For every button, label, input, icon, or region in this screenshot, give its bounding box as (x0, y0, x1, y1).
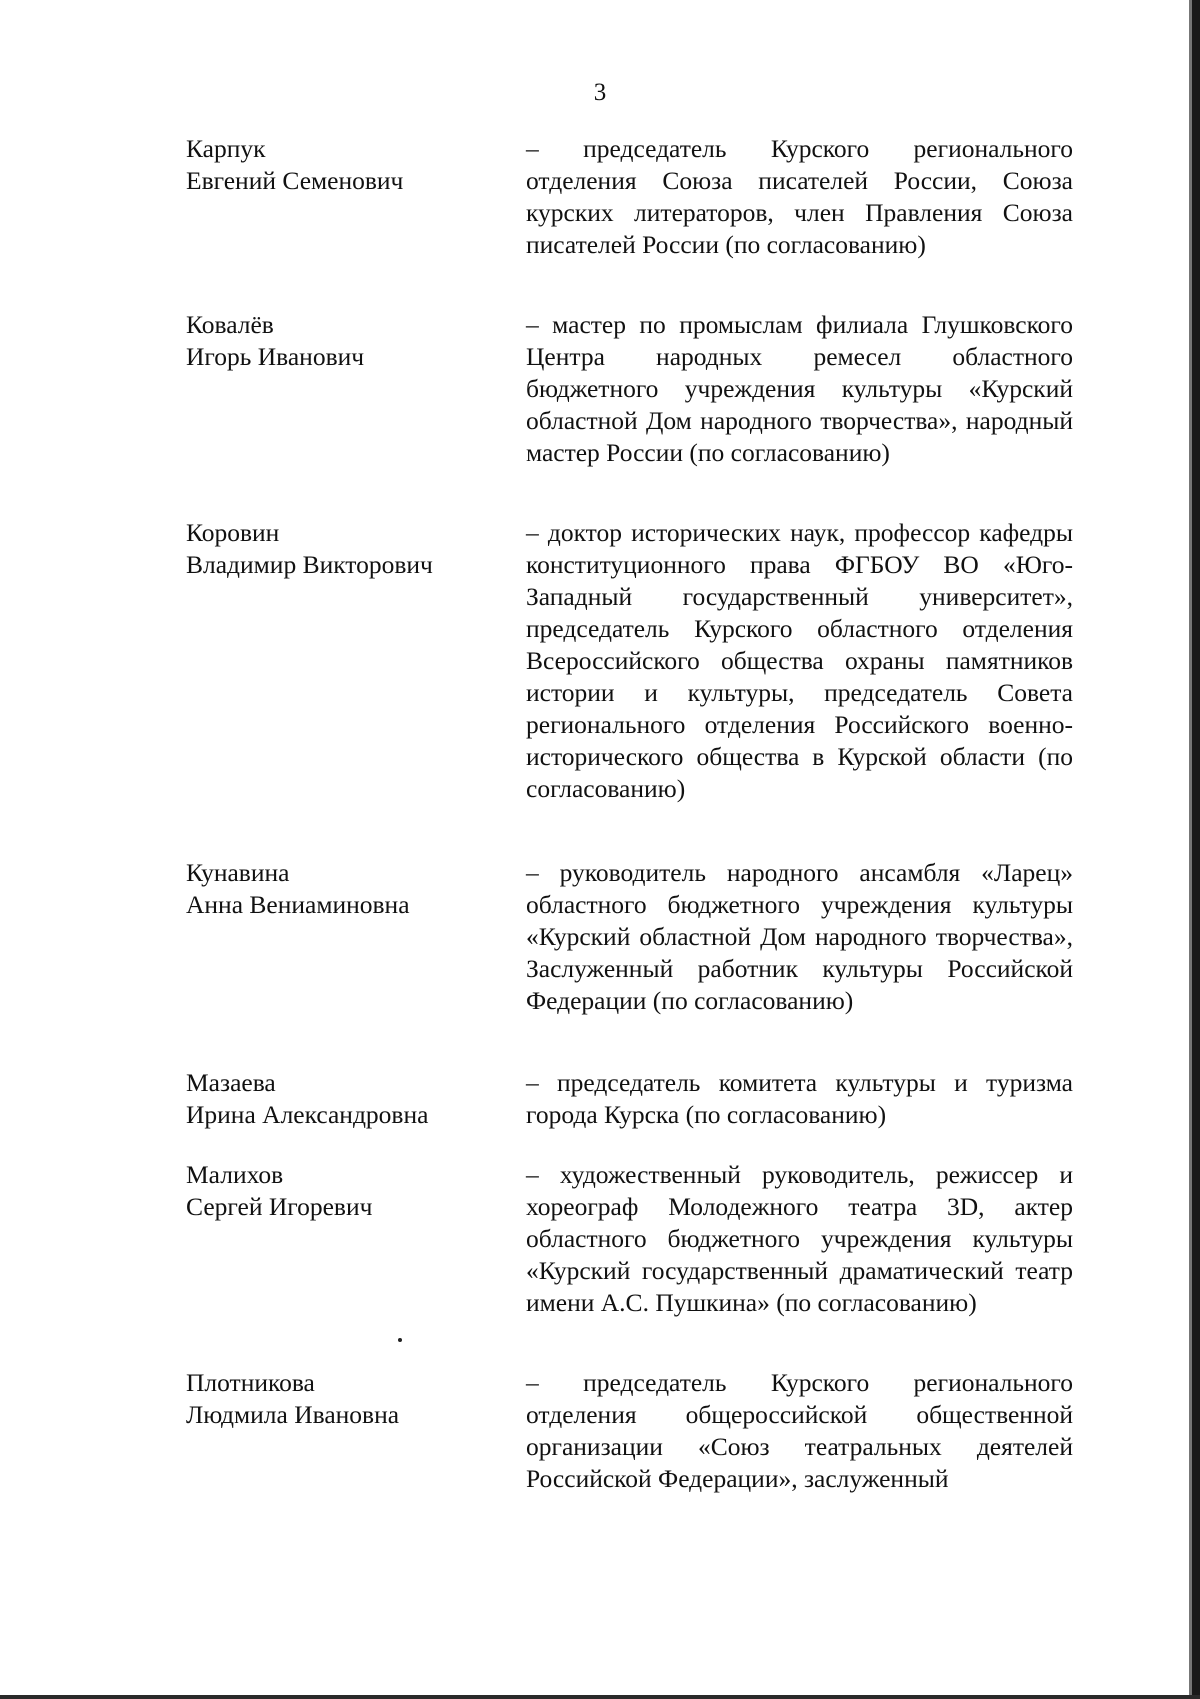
member-person (186, 1159, 526, 1223)
member-role: – доктор исторических наук, профессор кафедры конституционного права ФГБОУ ВО «Юго-Западный государственный университет», председатель Курского областного отделения Всероссийского общества охраны памятников истории и культуры, председатель Совета регионального отделения Российского военно-исторического общества в Курской области (по согласованию) (526, 518, 1073, 803)
entry-spacer (186, 261, 1073, 309)
member-list (186, 133, 1073, 1495)
member-entry (186, 133, 1073, 261)
member-surname: Кунавина (186, 858, 290, 887)
scan-edge-bottom (0, 1695, 1200, 1699)
member-name: Сергей Игоревич (186, 1192, 373, 1221)
page-number: 3 (593, 79, 607, 106)
member-name: Игорь Иванович (186, 342, 365, 371)
member-entry (186, 517, 1073, 805)
member-person (186, 133, 526, 197)
scan-edge-right (1192, 0, 1200, 1699)
member-entry (186, 857, 1073, 1017)
member-surname: Ковалёв (186, 310, 274, 339)
member-entry (186, 1067, 1073, 1131)
member-surname: Коровин (186, 518, 280, 547)
member-name: Людмила Ивановна (186, 1400, 400, 1429)
member-name: Ирина Александровна (186, 1100, 429, 1129)
member-person (186, 517, 526, 581)
member-surname: Плотникова (186, 1368, 315, 1397)
member-person (186, 1067, 526, 1131)
member-entry (186, 1159, 1073, 1319)
member-entry (186, 1367, 1073, 1495)
member-entry (186, 309, 1073, 469)
entry-spacer (186, 1319, 1073, 1367)
member-surname: Мазаева (186, 1068, 276, 1097)
scan-artifact-dot (398, 1338, 402, 1342)
entry-spacer (186, 469, 1073, 517)
entry-spacer (186, 1017, 1073, 1067)
member-name: Евгений Семенович (186, 166, 404, 195)
member-surname: Карпук (186, 134, 266, 163)
member-role: – председатель комитета культуры и туризма города Курска (по согласованию) (526, 1068, 1073, 1129)
entry-spacer (186, 805, 1073, 857)
member-name: Владимир Викторович (186, 550, 433, 579)
member-person (186, 857, 526, 921)
member-role: – председатель Курского регионального отделения Союза писателей России, Союза курских литераторов, член Правления Союза писателей России (по согласованию) (526, 134, 1073, 259)
member-role: – руководитель народного ансамбля «Ларец» областного бюджетного учреждения культуры «Курский областной Дом народного творчества», Заслуженный работник культуры Российской Федерации (по согласованию) (526, 858, 1073, 1015)
member-role: – мастер по промыслам филиала Глушковского Центра народных ремесел областного бюджетного учреждения культуры «Курский областной Дом народного творчества», народный мастер России (по согласованию) (526, 310, 1073, 467)
member-surname: Малихов (186, 1160, 284, 1189)
member-name: Анна Вениаминовна (186, 890, 410, 919)
member-role: – художественный руководитель, режиссер и хореограф Молодежного театра 3D, актер областного бюджетного учреждения культуры «Курский государственный драматический театр имени А.С. Пушкина» (по согласованию) (526, 1160, 1073, 1317)
entry-spacer (186, 1131, 1073, 1159)
member-person (186, 1367, 526, 1431)
member-person (186, 309, 526, 373)
member-role: – председатель Курского регионального отделения общероссийской общественной организации «Союз театральных деятелей Российской Федерации», заслуженный (526, 1368, 1073, 1493)
